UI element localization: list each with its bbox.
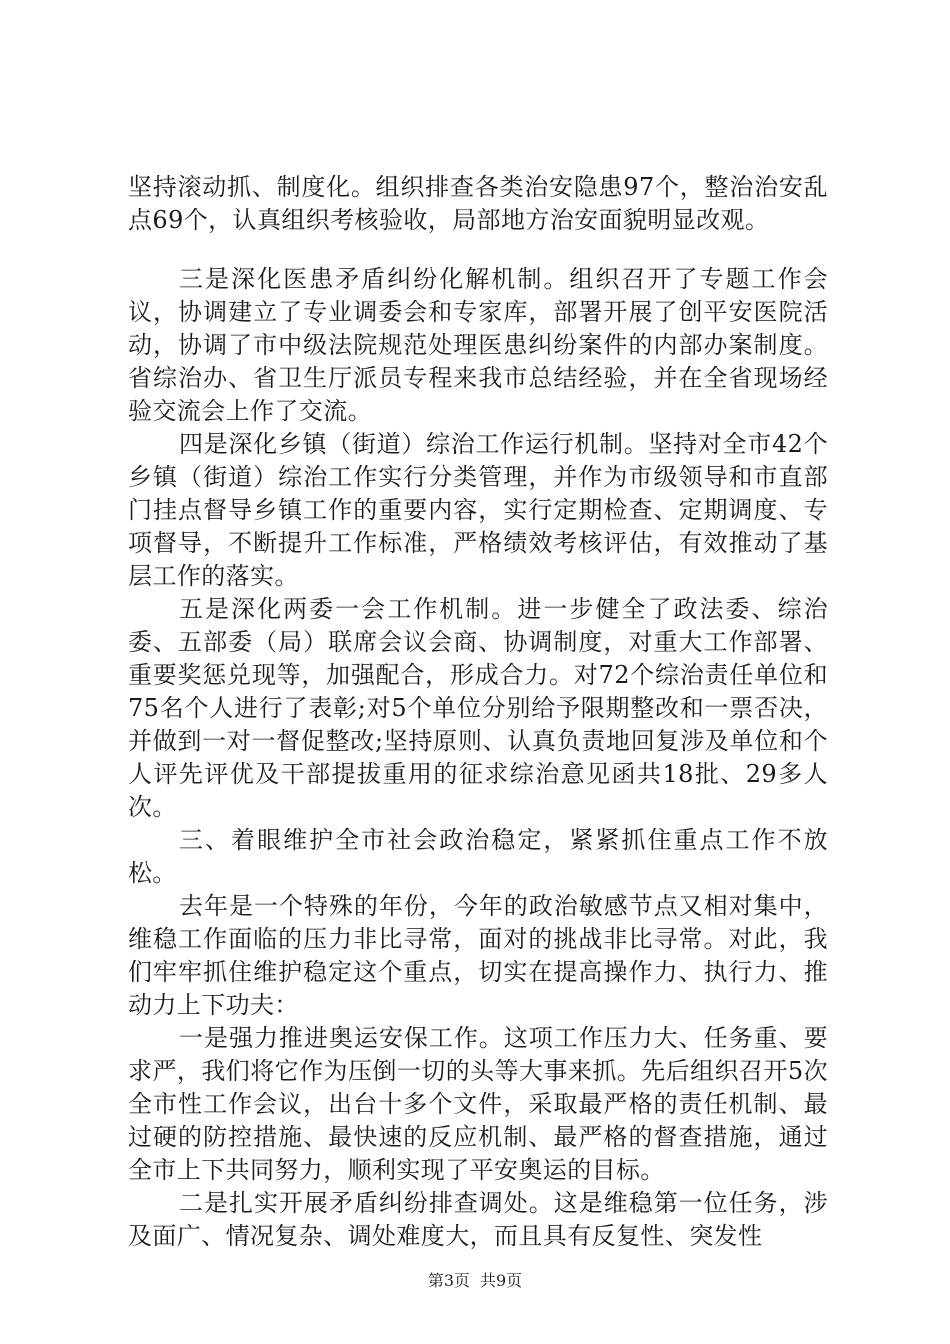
paragraph-2: 三是深化医患矛盾纠纷化解机制。组织召开了专题工作会议，协调建立了专业调委会和专家库，部署开展了创平安医院活动，协调了市中级法院规范处理医患纠纷案件的内部办案制度。省综治办、省卫生厅派员专程来我市总结经验，并在全省现场经验交流会上作了交流。 bbox=[128, 265, 828, 425]
paragraph-3: 四是深化乡镇（街道）综治工作运行机制。坚持对全市42个乡镇（街道）综治工作实行分类管理，并作为市级领导和市直部门挂点督导乡镇工作的重要内容，实行定期检查、定期调度、专项督导，不断提升工作标准，严格绩效考核评估，有效推动了基层工作的落实。 bbox=[128, 430, 828, 590]
paragraph-gap bbox=[128, 237, 828, 263]
document-body bbox=[128, 171, 828, 1253]
page-number: 第3页 bbox=[427, 1271, 470, 1290]
paragraph-4: 五是深化两委一会工作机制。进一步健全了政法委、综治委、五部委（局）联席会议会商、协调制度，对重大工作部署、重要奖惩兑现等，加强配合，形成合力。对72个综治责任单位和75名个人进行了表彰;对5个单位分别给予限期整改和一票否决，并做到一对一督促整改;坚持原则、认真负责地回复涉及单位和个人评先评优及干部提拔重用的征求综治意见函共18批、29多人次。 bbox=[128, 595, 828, 821]
page-total: 共9页 bbox=[480, 1271, 523, 1290]
paragraph-7: 二是扎实开展矛盾纠纷排查调处。这是维稳第一位任务，涉及面广、情况复杂、调处难度大，而且具有反复性、突发性 bbox=[128, 1189, 828, 1250]
paragraph-5: 去年是一个特殊的年份，今年的政治敏感节点又相对集中，维稳工作面临的压力非比寻常，面对的挑战非比寻常。对此，我们牢牢抓住维护稳定这个重点，切实在提高操作力、执行力、推动力上下功夫： bbox=[128, 892, 828, 1019]
paragraph-6: 一是强力推进奥运安保工作。这项工作压力大、任务重、要求严，我们将它作为压倒一切的头等大事来抓。先后组织召开5次全市性工作会议，出台十多个文件，采取最严格的责任机制、最过硬的防控措施、最快速的反应机制、最严格的督查措施，通过全市上下共同努力，顺利实现了平安奥运的目标。 bbox=[128, 1024, 828, 1184]
paragraph-1: 坚持滚动抓、制度化。组织排查各类治安隐患97个，整治治安乱点69个，认真组织考核验收，局部地方治安面貌明显改观。 bbox=[128, 173, 828, 234]
section-heading: 三、着眼维护全市社会政治稳定，紧紧抓住重点工作不放松。 bbox=[128, 826, 828, 887]
page-footer bbox=[0, 1271, 950, 1291]
